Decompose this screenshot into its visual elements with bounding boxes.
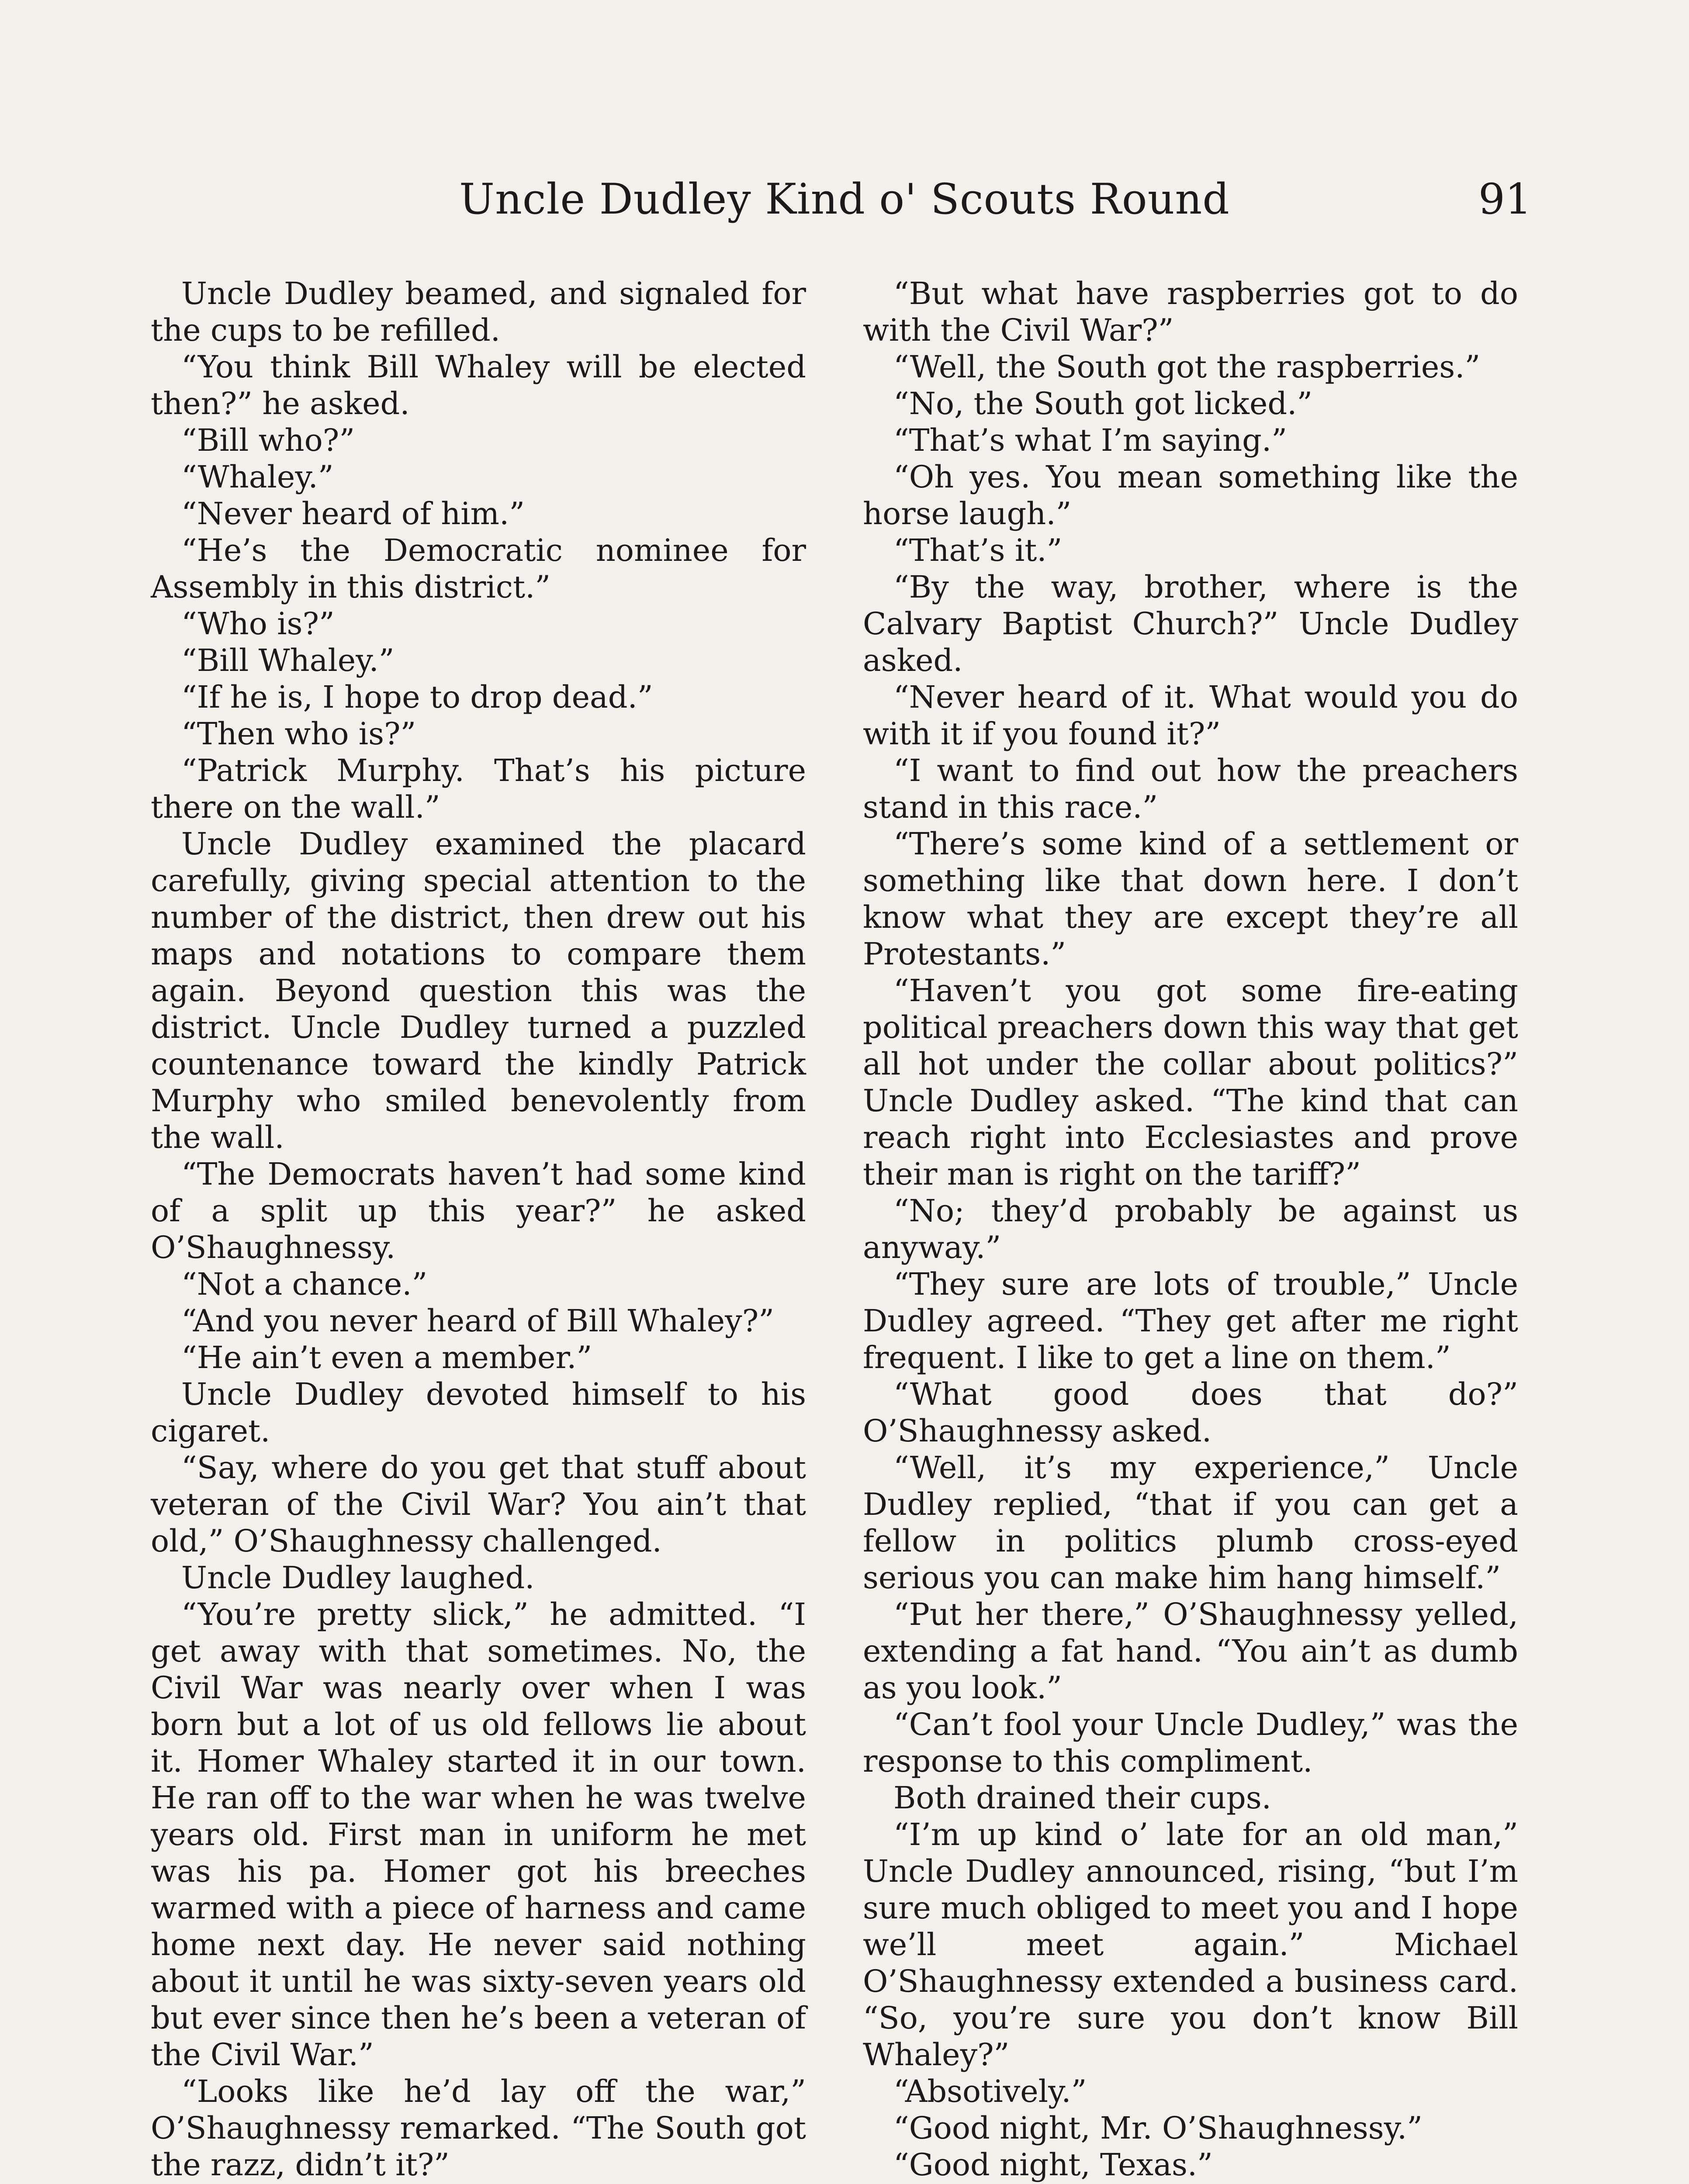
paragraph: “But what have raspberries got to do with the Civil War?”: [863, 276, 1518, 348]
paragraph: Uncle Dudley beamed, and signaled for the cups to be refilled.: [151, 276, 806, 348]
paragraph: “Haven’t you got some fire-eating political preachers down this way that get all hot under the collar about politics?” Uncle Dudley asked. “The kind that can reach right into Ecclesiastes and prove their man is right on the tariff?”: [863, 973, 1518, 1192]
page-number: 91: [1478, 175, 1532, 224]
paragraph: “Never heard of him.”: [181, 496, 525, 532]
left-column: [151, 275, 806, 2184]
paragraph: “You’re pretty slick,” he admitted. “I get away with that sometimes. No, the Civil War was nearly over when I was born but a lot of us old fellows lie about it. Homer Whaley started it in our town. He ran off to the war when he was twelve years old. First man in uniform he met was his pa. Homer got his breeches warmed with a piece of harness and came home next day. He never said nothing about it until he was sixty-seven years old but ever since then he’s been a veteran of the Civil War.”: [151, 1597, 806, 2073]
paragraph: “Put her there,” O’Shaughnessy yelled, extending a fat hand. “You ain’t as dumb as you look.”: [863, 1597, 1518, 1706]
paragraph: “They sure are lots of trouble,” Uncle Dudley agreed. “They get after me right frequent. I like to get a line on them.”: [863, 1266, 1518, 1375]
page-header: [0, 166, 1689, 232]
paragraph: “Never heard of it. What would you do with it if you found it?”: [863, 679, 1518, 752]
paragraph: “Good night, Texas.”: [893, 2147, 1213, 2183]
paragraph: “Patrick Murphy. That’s his picture there on the wall.”: [151, 753, 806, 825]
paragraph: Uncle Dudley examined the placard carefully, giving special attention to the number of the district, then drew out his maps and notations to compare them again. Beyond question this was the district. Uncle Dudley turned a puzzled countenance toward the kindly Patrick Murphy who smiled benevolently from the wall.: [151, 826, 806, 1155]
right-column: [863, 275, 1518, 2184]
paragraph: “Bill Whaley.”: [181, 643, 395, 678]
paragraph: “Oh yes. You mean something like the horse laugh.”: [863, 459, 1518, 532]
paragraph: “He’s the Democratic nominee for Assembly in this district.”: [151, 532, 806, 605]
paragraph: “That’s it.”: [893, 532, 1063, 568]
paragraph: Uncle Dudley laughed.: [181, 1560, 535, 1596]
paragraph: “Not a chance.”: [181, 1266, 428, 1302]
paragraph: “Then who is?”: [181, 716, 416, 752]
paragraph: “Looks like he’d lay off the war,” O’Shaughnessy remarked. “The South got the razz, didn’t it?”: [151, 2073, 806, 2183]
paragraph: “Absotively.”: [893, 2073, 1087, 2109]
paragraph: “There’s some kind of a settlement or something like that down here. I don’t know what they are except they’re all Protestants.”: [863, 826, 1518, 972]
paragraph: “Well, it’s my experience,” Uncle Dudley replied, “that if you can get a fellow in politics plumb cross-eyed serious you can make him hang himself.”: [863, 1450, 1518, 1596]
paragraph: “You think Bill Whaley will be elected then?” he asked.: [151, 349, 806, 422]
paragraph: “No, the South got licked.”: [893, 386, 1313, 422]
paragraph: “Good night, Mr. O’Shaughnessy.”: [893, 2110, 1423, 2146]
paragraph: “I’m up kind o’ late for an old man,” Uncle Dudley announced, rising, “but I’m sure much obliged to meet you and I hope we’ll meet again.” Michael O’Shaughnessy extended a business card. “So, you’re sure you don’t know Bill Whaley?”: [863, 1817, 1518, 2073]
paragraph: “I want to find out how the preachers stand in this race.”: [863, 753, 1518, 825]
paragraph: “That’s what I’m saying.”: [893, 422, 1288, 458]
paragraph: Both drained their cups.: [893, 1780, 1272, 1816]
paragraph: “Say, where do you get that stuff about veteran of the Civil War? You ain’t that old,” O’Shaughnessy challenged.: [151, 1450, 806, 1559]
paragraph: “What good does that do?” O’Shaughnessy asked.: [863, 1376, 1518, 1449]
paragraph: “Bill who?”: [181, 422, 355, 458]
paragraph: “By the way, brother, where is the Calvary Baptist Church?” Uncle Dudley asked.: [863, 569, 1518, 678]
paragraph: Uncle Dudley devoted himself to his cigaret.: [151, 1376, 806, 1449]
paragraph: “No; they’d probably be against us anyway.”: [863, 1193, 1518, 1265]
paragraph: “Whaley.”: [181, 459, 334, 495]
running-title: Uncle Dudley Kind o' Scouts Round: [459, 175, 1230, 224]
paragraph: “If he is, I hope to drop dead.”: [181, 679, 653, 715]
paragraph: “And you never heard of Bill Whaley?”: [181, 1303, 775, 1339]
paragraph: “He ain’t even a member.”: [181, 1340, 592, 1375]
paragraph: “The Democrats haven’t had some kind of a split up this year?” he asked O’Shaughnessy.: [151, 1156, 806, 1265]
paragraph: “Well, the South got the raspberries.”: [893, 349, 1481, 385]
paragraph: “Who is?”: [181, 606, 335, 642]
paragraph: “Can’t fool your Uncle Dudley,” was the response to this compliment.: [863, 1707, 1518, 1779]
